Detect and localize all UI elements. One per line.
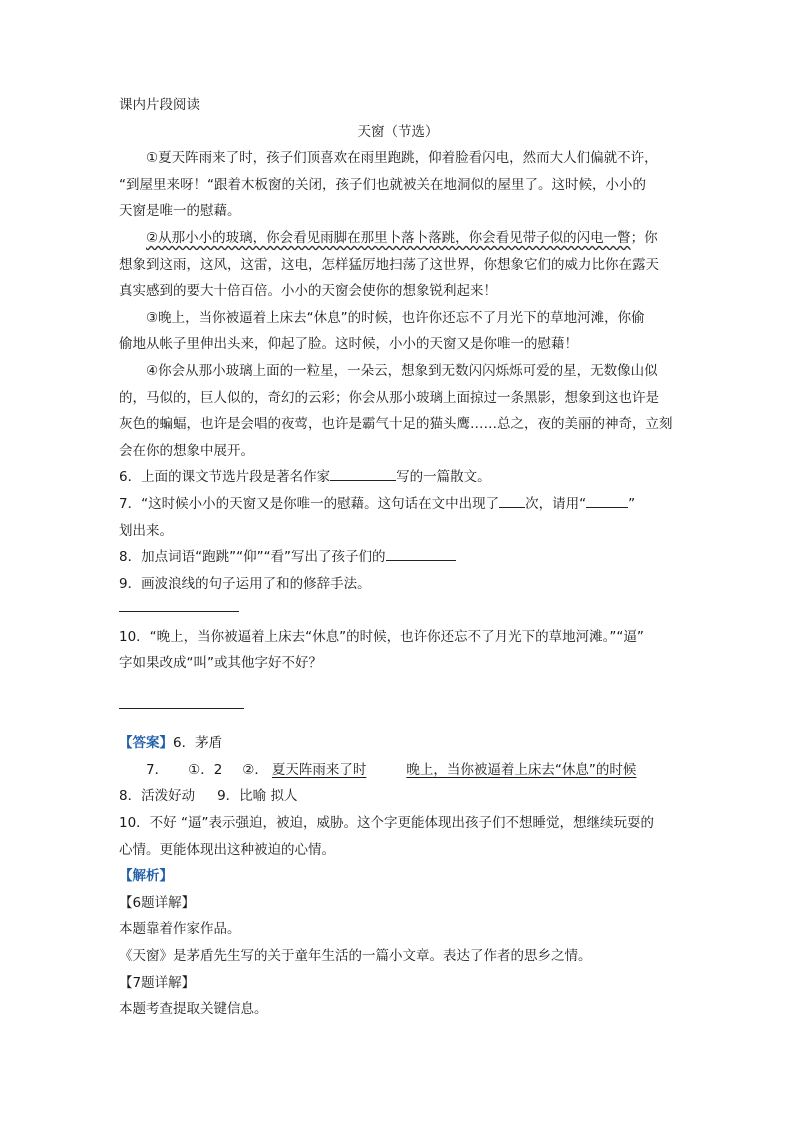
analysis-q6-line-1: 本题靠着作家作品。 <box>119 921 241 938</box>
paragraph-2-line-3: 真实感到的要大十倍百倍。小小的天窗会使你的想象锐利起来！ <box>119 283 497 300</box>
paragraph-3-line-2: 偷地从帐子里伸出头来，仰起了脸。这时候，小小的天窗又是你唯一的慰藉！ <box>119 336 578 353</box>
section-title: 课内片段阅读 <box>119 97 200 113</box>
analysis-q6-line-2: 《天窗》是茅盾先生写的关于童年生活的一篇小文章。表达了作者的思乡之情。 <box>119 948 592 964</box>
question-9: 9．画波浪线的句子运用了和的修辞手法。 <box>119 575 371 592</box>
answer-7-part-2-label: ②． <box>242 761 268 778</box>
answer-7-number: 7． <box>146 761 169 778</box>
paragraph-1-line-1: ①夏天阵雨来了时，孩子们顶喜欢在雨里跑跳，仰着脸看闪电，然而大人们偏就不许， <box>146 150 658 167</box>
paragraph-4-line-1: ④你会从那小玻璃上面的一粒星，一朵云，想象到无数闪闪烁烁可爱的星，无数像山似 <box>146 362 658 379</box>
answer-8-9 <box>119 783 677 810</box>
question-7-text-c: ” <box>628 495 636 512</box>
paragraph-1-line-2: “到屋里来呀！“跟着木板窗的关闭，孩子们也就被关在地洞似的屋里了。这时候，小小的 <box>119 176 646 193</box>
paragraph-1-line-3: 天窗是唯一的慰藉。 <box>119 203 241 220</box>
question-7-text-b: 次，请用“ <box>525 495 587 512</box>
paragraph-2-line-1-rest: ；你 <box>630 229 658 246</box>
answer-tag: 【答案】 <box>119 735 173 752</box>
question-10-answer-line <box>119 704 677 731</box>
answer-10-line-2: 心情。更能体现出这种被迫的心情。 <box>119 841 335 858</box>
answer-10-line-1: 10．不好 “逼”表示强迫，被迫，威胁。这个字更能体现出孩子们不想睡觉，想继续玩耍的 <box>119 815 654 832</box>
question-6-text-b: 写的一篇散文。 <box>396 469 491 486</box>
question-7-text-a: 7．“这时候小小的天窗又是你唯一的慰藉。这句话在文中出现了 <box>119 495 500 512</box>
question-10-line-2: 字如果改成“叫”或其他字好不好？ <box>119 655 322 672</box>
analysis-q6-tag: 【6题详解】 <box>119 894 196 911</box>
paragraph-3-line-1: ③晚上，当你被逼着上床去“休息”的时候，也许你还忘不了月光下的草地河滩，你偷 <box>146 309 645 326</box>
paragraph-2-line-2: 想象到这雨，这风，这雷，这电，怎样猛厉地扫荡了这世界，你想象它们的威力比你在露天 <box>119 256 659 273</box>
question-8 <box>119 544 677 571</box>
answer-6 <box>119 730 677 757</box>
paragraph-2-line-1 <box>119 225 677 252</box>
question-7-cont: 划出来。 <box>119 522 173 539</box>
paragraph-4-line-3: 灰色的蝙蝠，也许是会唱的夜莺，也许是霸气十足的猫头鹰……总之，夜的美丽的神奇，立刻 <box>119 416 673 433</box>
question-9-answer-line <box>119 597 677 624</box>
answer-7-part-2 <box>242 762 386 778</box>
question-6 <box>119 464 677 491</box>
answer-6-text: 6．茅盾 <box>173 735 223 752</box>
answer-7-sentence-1: 夏天阵雨来了时 <box>271 761 367 778</box>
paragraph-4-line-2: 的，马似的，巨人似的，奇幻的云彩；你会从那小玻璃上面掠过一条黑影，想象到这也许是 <box>119 389 659 406</box>
analysis-q7-tag: 【7题详解】 <box>119 974 196 991</box>
question-7 <box>119 491 677 518</box>
answer-7-part-1: ①．2 <box>188 761 223 778</box>
answer-8-text: 8．活泼好动 <box>119 788 196 805</box>
answer-9-text: 9．比喻 拟人 <box>217 788 298 805</box>
analysis-tag: 【解析】 <box>119 868 173 885</box>
question-7-blank-mark <box>586 493 628 508</box>
passage-title: 天窗（节选） <box>357 123 439 140</box>
question-6-blank <box>330 466 396 481</box>
question-6-text-a: 6．上面的课文节选片段是著名作家 <box>119 469 331 486</box>
document-page <box>119 92 677 1023</box>
question-7-blank-count <box>499 493 525 508</box>
analysis-q7-line-1: 本题考查提取关键信息。 <box>119 1001 268 1018</box>
answer-7-sentence-2: 晚上，当你被逼着上床去“休息”的时候 <box>406 761 637 778</box>
question-8-text: 8．加点词语“跑跳”“仰”“看”写出了孩子们的 <box>119 549 386 566</box>
answer-7 <box>119 757 677 784</box>
paragraph-4-line-4: 会在你的想象中展开。 <box>119 442 254 459</box>
wavy-underlined-sentence: ②从那小小的玻璃，你会看见雨脚在那里卜落卜落跳，你会看见带子似的闪电一瞥 <box>146 229 631 246</box>
question-10-line-1: 10．“晚上，当你被逼着上床去“休息”的时候，也许你还忘不了月光下的草地河滩。”“逼” <box>119 628 644 645</box>
question-8-blank <box>386 546 456 561</box>
